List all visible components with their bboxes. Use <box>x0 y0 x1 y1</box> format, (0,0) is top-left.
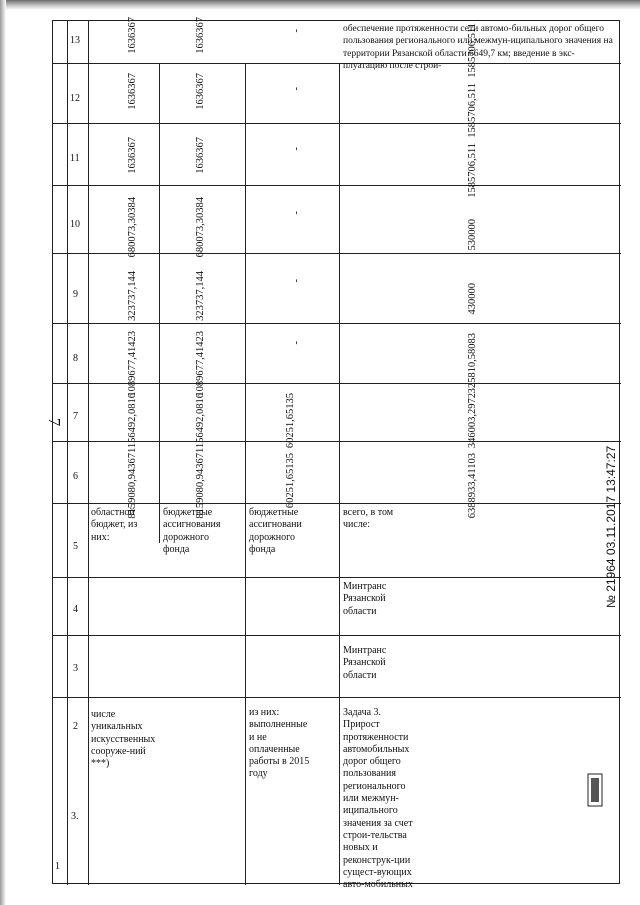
value-cell: 680073,30384 <box>195 197 206 258</box>
value-cell: 1636367 <box>195 73 206 110</box>
value-cell: 1636367 <box>195 17 206 54</box>
scan-edge-left <box>0 0 6 905</box>
column-number: 8 <box>73 353 78 364</box>
value-cell: 1156492,0816 <box>195 393 206 453</box>
row-number: 3. <box>71 811 79 822</box>
grid-line <box>53 577 621 578</box>
grid-line <box>339 63 340 885</box>
value-cell: 346003,2972 <box>467 393 478 449</box>
value-cell: - <box>291 29 302 33</box>
column-number: 2 <box>73 721 78 732</box>
column-number: 13 <box>70 35 80 46</box>
column-number: 9 <box>73 289 78 300</box>
value-cell: - <box>291 279 302 283</box>
grid-line <box>88 21 89 885</box>
value-cell: 530000 <box>467 219 478 251</box>
value-cell: 6388933,41103 <box>467 453 478 519</box>
executor: Минтранс Рязанской области <box>343 581 387 617</box>
value-cell: 8159080,94367 <box>195 453 206 519</box>
value-cell: 1089677,41423 <box>195 331 206 397</box>
value-cell: - <box>291 147 302 151</box>
stamp-icon <box>586 770 606 810</box>
document-stamp: № 21964 03.11.2017 13:47:27 <box>604 445 618 608</box>
executor: Минтранс Рязанской области <box>343 645 387 681</box>
value-cell: - <box>291 341 302 345</box>
grid-line <box>53 441 621 442</box>
grid-line <box>53 697 621 698</box>
value-cell: 1636367 <box>127 17 138 54</box>
grid-line <box>53 185 621 186</box>
column-number: 10 <box>70 219 80 230</box>
value-cell: 1156492,0816 <box>127 393 138 453</box>
value-cell: 323737,144 <box>127 271 138 321</box>
value-cell: 1636367 <box>195 137 206 174</box>
value-cell: 60251,65135 <box>285 393 296 449</box>
value-cell: 325810,58083 <box>467 333 478 394</box>
grid-line <box>53 323 621 324</box>
value-cell: 8159080,94367 <box>127 453 138 519</box>
value-cell: 60251,65135 <box>285 453 296 509</box>
budget-type: всего, в том числе: <box>343 507 394 531</box>
grid-line <box>67 21 68 885</box>
grid-line <box>53 123 621 124</box>
value-cell: 1636367 <box>127 137 138 174</box>
grid-line <box>245 63 246 885</box>
data-table <box>52 17 620 891</box>
column-number: 1 <box>55 861 60 872</box>
scan-edge-top <box>0 0 640 10</box>
grid-line <box>53 383 621 384</box>
value-cell: 1585706,511 <box>467 23 478 78</box>
goal-description: обеспечение протяженности сети автомо-бильных дорог общего пользования регионального или межмун-иципального значения на территории Рязанской области 6649,7 км; введение в экс-плуатацию после строи- <box>343 24 613 71</box>
row-label: из них: выполненные и не оплаченные работы в 2015 году <box>249 707 310 780</box>
column-number: 4 <box>73 604 78 615</box>
value-cell: 1636367 <box>127 73 138 110</box>
grid-line <box>159 63 160 543</box>
column-number: 12 <box>70 93 80 104</box>
budget-type: бюджетные ассигнования дорожного фонда <box>163 507 221 555</box>
value-cell: 430000 <box>467 283 478 315</box>
value-cell: 1089677,41423 <box>127 331 138 397</box>
value-cell: - <box>291 211 302 215</box>
value-cell: 1585706,511 <box>467 143 478 198</box>
grid-line <box>53 635 621 636</box>
column-number: 6 <box>73 471 78 482</box>
grid-line <box>53 503 621 504</box>
value-cell: - <box>291 87 302 91</box>
page-number: 7 <box>45 417 64 427</box>
value-cell: 323737,144 <box>195 271 206 321</box>
task-description: Задача 3. Прирост протяженности автомобильных дорог общего пользования регионального или межмун-иципального значения за счет строи-тельства новых и реконструк-ции сущест-вующих авто-мобильных <box>343 707 413 891</box>
column-number: 11 <box>70 153 80 164</box>
budget-type: областной бюджет, из них: <box>91 507 138 543</box>
grid-line <box>53 253 621 254</box>
row-label: числе уникальных искусственных сооруже-ний ***) <box>91 709 156 770</box>
value-cell: 680073,30384 <box>127 197 138 258</box>
budget-type: бюджетные ассигновани дорожного фонда <box>249 507 302 555</box>
column-number: 3 <box>73 663 78 674</box>
column-number: 7 <box>73 411 78 422</box>
value-cell: 1585706,511 <box>467 83 478 138</box>
column-number: 5 <box>73 541 78 552</box>
